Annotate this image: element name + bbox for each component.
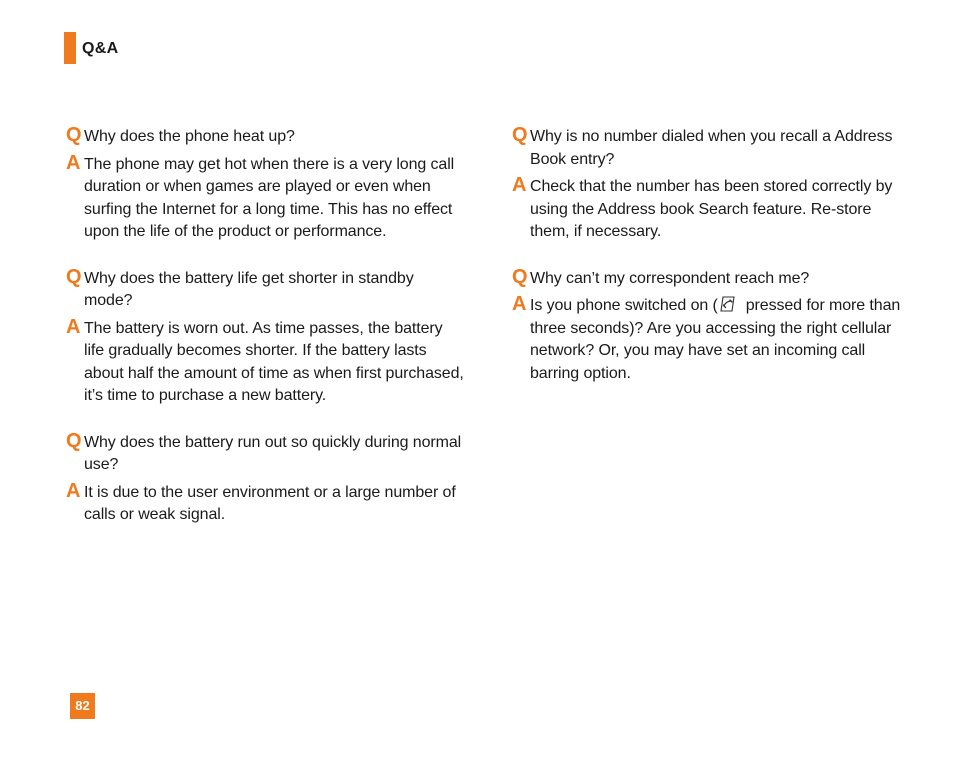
left-column (64, 126, 464, 551)
question-text: Why does the battery life get shorter in standby mode? (84, 269, 414, 309)
answer-text: Check that the number has been stored correctly by using the Address book Search feature. Re-store them, if necessary. (530, 178, 893, 240)
answer-text-before-icon: Is you phone switched on ( (530, 297, 718, 314)
question-text: Why can’t my correspondent reach me? (530, 269, 810, 287)
qa-item (64, 265, 464, 408)
question-text: Why is no number dialed when you recall a Address Book entry? (530, 128, 893, 168)
answer-marker: A (66, 479, 81, 502)
answer-row (510, 176, 910, 244)
answer-marker: A (512, 174, 527, 196)
answer-text: The phone may get hot when there is a very long call duration or when games are played or even when surfing the Internet for a long time. This has no effect upon the life of the product or performance. (84, 155, 455, 240)
question-marker: Q (512, 265, 528, 288)
qa-item (510, 126, 910, 244)
answer-row (510, 295, 910, 385)
qa-item (64, 429, 464, 527)
question-text: Why does the battery run out so quickly during normal use? (84, 433, 462, 473)
page-number-badge: 82 (70, 693, 95, 719)
question-row (64, 429, 464, 477)
header-accent-bar (64, 32, 76, 64)
question-marker: Q (66, 124, 82, 146)
question-row (64, 126, 464, 149)
answer-text: The battery is worn out. As time passes, the battery life gradually becomes shorter. If the battery lasts about half the amount of time as when first purchased, it’s time to purchase a new battery. (84, 319, 464, 404)
end-call-key-icon (720, 295, 736, 313)
question-row (64, 265, 464, 313)
answer-row (64, 479, 464, 527)
question-row (510, 126, 910, 171)
page-title: Q&A (82, 40, 119, 57)
qa-item (510, 265, 910, 386)
question-marker: Q (66, 429, 82, 452)
qa-item (64, 126, 464, 244)
answer-row (64, 151, 464, 244)
answer-text-after-icon: pressed for more than three seconds)? Are you accessing the right cellular network? Or, you may have set an incoming call barring option. (530, 297, 901, 382)
answer-marker: A (66, 151, 81, 174)
question-marker: Q (66, 265, 82, 288)
right-column (510, 126, 910, 409)
question-text: Why does the phone heat up? (84, 128, 295, 145)
question-marker: Q (512, 124, 528, 146)
answer-text: It is due to the user environment or a large number of calls or weak signal. (84, 483, 456, 523)
answer-marker: A (512, 293, 527, 315)
question-row (510, 265, 910, 291)
answer-row (64, 315, 464, 408)
answer-marker: A (66, 315, 81, 338)
